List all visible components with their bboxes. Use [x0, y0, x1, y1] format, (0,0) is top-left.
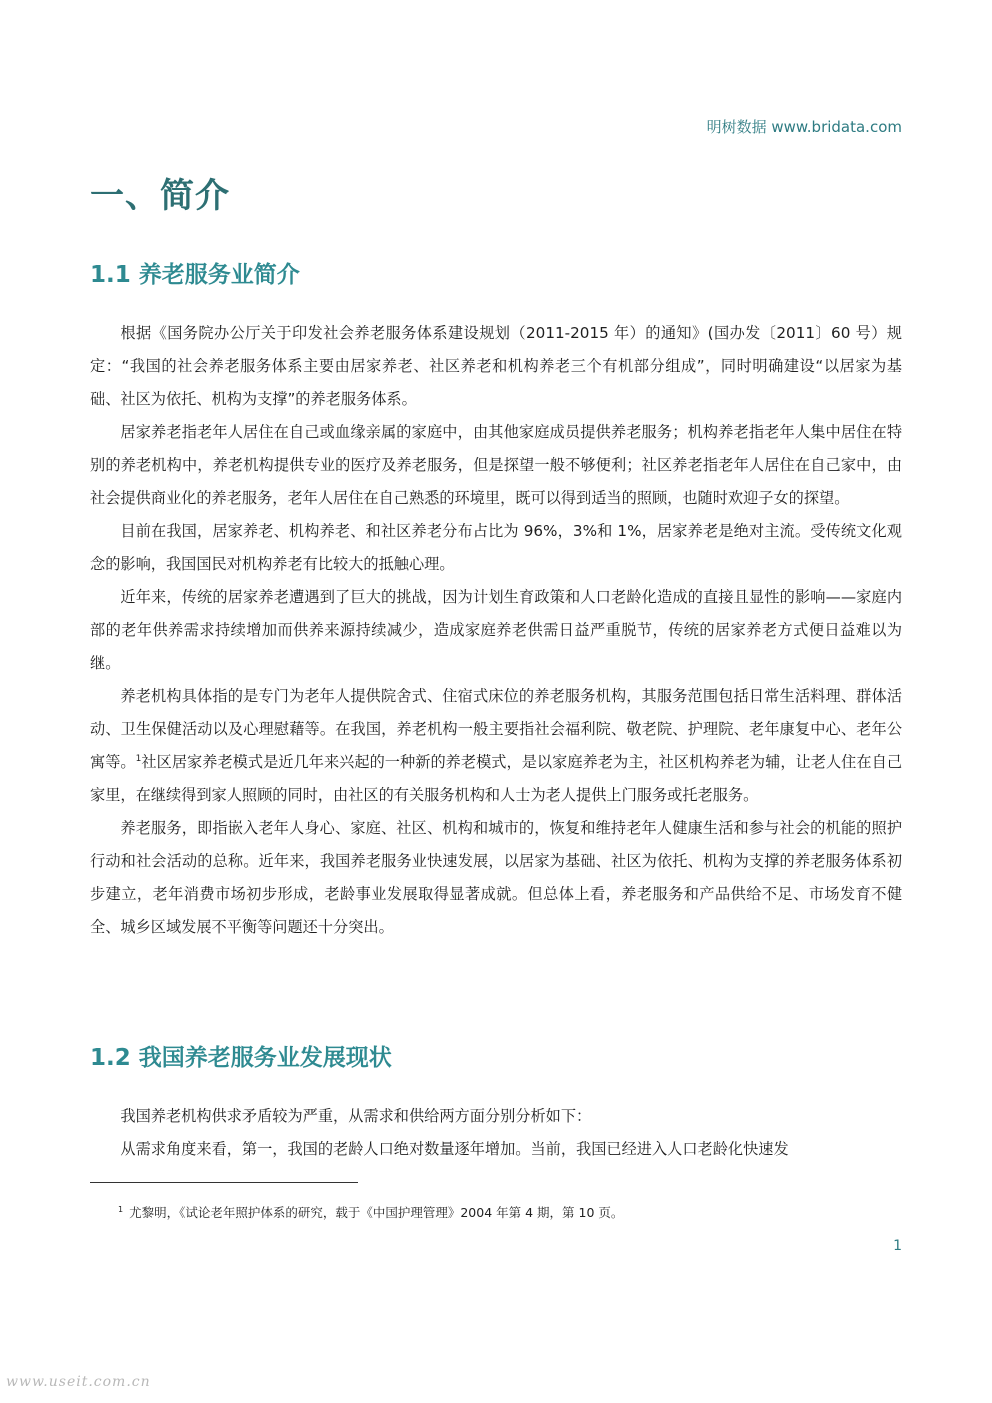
page-number: 1	[893, 1238, 902, 1254]
watermark: www.useit.com.cn	[6, 1374, 151, 1390]
section-1-2-body	[90, 1100, 902, 1166]
section-title-1-2: 1.2 我国养老服务业发展现状	[90, 1045, 392, 1071]
section-title-1-1: 1.1 养老服务业简介	[90, 262, 300, 288]
chapter-title: 一、简介	[90, 176, 230, 216]
paragraph: 根据《国务院办公厅关于印发社会养老服务体系建设规划（2011-2015 年）的通知》(国办发〔2011〕60 号）规定：“我国的社会养老服务体系主要由居家养老、社区养老和机构养老三个有机部分组成”，同时明确建设“以居家为基础、社区为依托、机构为支撑”的养老服务体系。	[90, 324, 902, 408]
paragraph: 近年来，传统的居家养老遭遇到了巨大的挑战，因为计划生育政策和人口老龄化造成的直接且显性的影响——家庭内部的老年供养需求持续增加而供养来源持续减少，造成家庭养老供需日益严重脱节，传统的居家养老方式便日益难以为继。	[90, 588, 902, 672]
footnote-text: 尤黎明，《试论老年照护体系的研究，载于《中国护理管理》2004 年第 4 期，第 10 页。	[129, 1205, 624, 1220]
footnote-mark: 1	[118, 1204, 124, 1214]
paragraph-text: 社区居家养老模式是近几年来兴起的一种新的养老模式，是以家庭养老为主，社区机构养老为辅，让老人住在自己家里，在继续得到家人照顾的同时，由社区的有关服务机构和人士为老人提供上门服务或托老服务。	[90, 753, 903, 804]
section-1-1-body	[90, 317, 902, 944]
paragraph: 目前在我国，居家养老、机构养老、和社区养老分布占比为 96%，3%和 1%，居家养老是绝对主流。受传统文化观念的影响，我国国民对机构养老有比较大的抵触心理。	[90, 522, 902, 573]
paragraph: 居家养老指老年人居住在自己或血缘亲属的家庭中，由其他家庭成员提供养老服务；机构养老指老年人集中居住在特别的养老机构中，养老机构提供专业的医疗及养老服务，但是探望一般不够便利；社区养老指老年人居住在自己家中，由社会提供商业化的养老服务，老年人居住在自己熟悉的环境里，既可以得到适当的照顾，也随时欢迎子女的探望。	[90, 423, 902, 507]
paragraph: 从需求角度来看，第一，我国的老龄人口绝对数量逐年增加。当前，我国已经进入人口老龄化快速发	[120, 1140, 789, 1158]
paragraph-text: 养老机构具体指的是专门为老年人提供院舍式、住宿式床位的养老服务机构，其服务范围包括日常生活料理、群体活动、卫生保健活动以及心理慰藉等。在我国，养老机构一般主要指社会福利院、敬老院、护理院、老年康复中心、老年公寓等。	[90, 687, 902, 771]
header-brand: 明树数据 www.bridata.com	[706, 118, 902, 136]
footnote-reference[interactable]: 1	[135, 753, 142, 764]
paragraph: 我国养老机构供求矛盾较为严重，从需求和供给两方面分别分析如下：	[120, 1107, 592, 1125]
footnote	[118, 1203, 623, 1221]
footnote-divider	[90, 1182, 358, 1183]
paragraph	[90, 680, 902, 812]
paragraph: 养老服务，即指嵌入老年人身心、家庭、社区、机构和城市的，恢复和维持老年人健康生活和参与社会的机能的照护行动和社会活动的总称。近年来，我国养老服务业快速发展，以居家为基础、社区为依托、机构为支撑的养老服务体系初步建立，老年消费市场初步形成，老龄事业发展取得显著成就。但总体上看，养老服务和产品供给不足、市场发育不健全、城乡区域发展不平衡等问题还十分突出。	[90, 819, 902, 936]
